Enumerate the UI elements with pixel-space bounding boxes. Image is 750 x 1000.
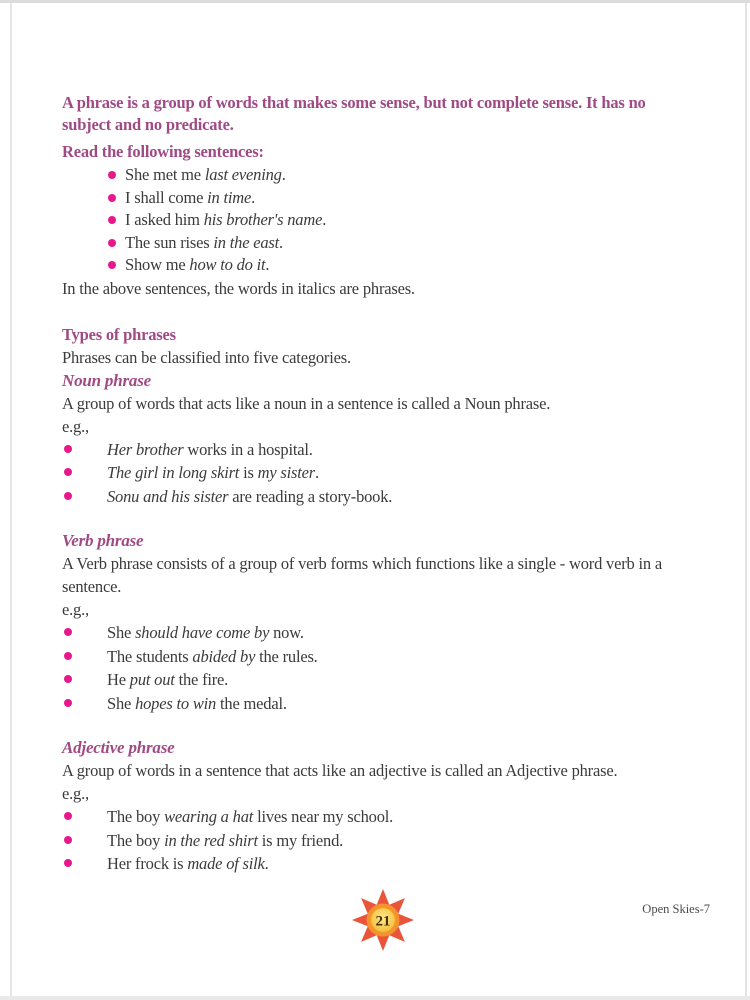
page-number-star-icon [351,888,415,952]
page-number: 21 [375,913,391,930]
text-segment: The boy [107,830,165,850]
bullet-icon [64,445,72,453]
list-item [108,254,694,277]
bullet-icon [64,859,72,867]
intro-note: In the above sentences, the words in italics are phrases. [62,278,415,298]
text-segment: . [315,463,319,482]
section-noun-phrase [62,369,694,509]
phrase-italic-segment: wearing a hat [164,807,254,826]
list-item [64,692,694,716]
text-segment: The boy [107,807,165,826]
text-segment: She met me [125,165,205,184]
list-item [64,668,694,692]
text-segment: is my friend. [257,830,344,850]
list-item [108,164,694,187]
page-edge-top [0,0,750,3]
intro-definition: A phrase is a group of words that makes some sense, but not complete sense. It has no subject and no predicate. [62,93,646,134]
text-segment: The sun rises [125,232,214,252]
text-segment: the rules. [255,646,318,666]
eg-label: e.g., [62,416,89,436]
intro-sentence-list [108,164,694,277]
text-segment: . [279,232,283,252]
text-segment: works in a hospital. [183,439,313,459]
text-segment: now. [269,623,304,642]
text-segment: Her frock is [107,854,188,873]
adjective-phrase-description: A group of words in a sentence that acts like an adjective is called an Adjective phrase. [62,761,618,780]
bullet-icon [64,699,72,707]
list-item [64,645,694,669]
verb-phrase-title: Verb phrase [62,531,144,550]
book-title: Open Skies-7 [642,902,710,916]
phrase-italic-segment: put out [129,670,175,689]
noun-phrase-examples [64,438,694,509]
text-segment: the medal. [216,693,287,713]
types-of-phrases-heading: Types of phrases [62,324,176,344]
bullet-icon [108,261,116,269]
list-item [64,485,694,509]
page-content [62,92,694,876]
text-segment: The students [107,646,193,666]
eg-label: e.g., [62,600,89,619]
bullet-icon [64,652,72,660]
phrase-italic-segment: in the east [213,232,280,252]
phrase-italic-segment: The girl in long skirt [107,463,240,482]
bullet-icon [64,468,72,476]
bullet-icon [64,812,72,820]
text-segment: is [239,463,258,482]
list-item [64,829,694,853]
bullet-icon [64,492,72,500]
text-segment: She [107,623,136,642]
section-adjective-phrase [62,736,694,876]
phrase-italic-segment: hopes to win [135,693,217,713]
types-description: Phrases can be classified into five categories. [62,347,351,367]
phrase-italic-segment: abided by [192,646,256,666]
text-segment: He [107,670,130,689]
noun-phrase-title: Noun phrase [62,370,151,390]
text-segment: She [107,693,136,713]
list-item [64,621,694,645]
read-sentences-heading: Read the following sentences: [62,142,264,161]
phrase-italic-segment: in the red shirt [164,830,258,850]
bullet-icon [108,216,116,224]
noun-phrase-description: A group of words that acts like a noun in a sentence is called a Noun phrase. [62,393,551,413]
page-edge-bottom [0,996,750,1000]
list-item [108,209,694,232]
list-item [64,852,694,876]
phrase-italic-segment: Sonu and his sister [107,486,229,506]
phrase-italic-segment: last evening [204,165,282,184]
bullet-icon [108,239,116,247]
text-segment: . [264,854,269,873]
text-segment: . [251,187,256,207]
phrase-italic-segment: his brother's name [203,210,323,229]
text-segment: are reading a story-book. [228,486,393,506]
phrase-italic-segment: how to do it [189,255,266,274]
bullet-icon [64,675,72,683]
text-segment: . [322,210,327,229]
eg-label: e.g., [62,784,89,803]
phrase-italic-segment: Her brother [107,439,184,459]
text-segment: Show me [125,255,190,274]
list-item [64,461,694,485]
text-segment: the fire. [174,670,229,689]
verb-phrase-description: A Verb phrase consists of a group of verb forms which functions like a single - word verb in a sentence. [62,554,662,596]
text-segment: . [265,255,270,274]
bullet-icon [64,628,72,636]
phrase-italic-segment: my sister [257,463,315,482]
list-item [64,805,694,829]
text-segment: . [281,165,286,184]
page-edge-right [745,3,747,996]
page-edge-left [10,3,12,996]
phrase-italic-segment: should have come by [135,623,270,642]
text-segment: lives near my school. [253,807,394,826]
adjective-phrase-title: Adjective phrase [62,738,175,757]
bullet-icon [108,194,116,202]
list-item [64,438,694,462]
adjective-phrase-examples [64,805,694,876]
phrase-italic-segment: made of silk [187,854,265,873]
bullet-icon [108,171,116,179]
phrase-italic-segment: in time [207,187,252,207]
verb-phrase-examples [64,621,694,715]
section-verb-phrase [62,529,694,715]
list-item [108,187,694,210]
bullet-icon [64,836,72,844]
list-item [108,232,694,255]
text-segment: I asked him [125,210,204,229]
text-segment: I shall come [125,187,208,207]
